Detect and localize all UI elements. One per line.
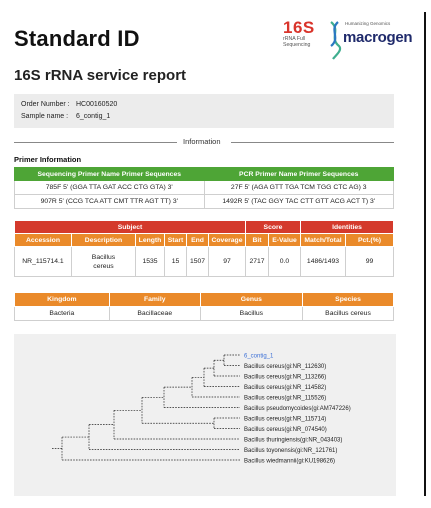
tree-leaf-label: Bacillus pseudomycoides(gi:AM747226) <box>244 405 351 412</box>
page-edge <box>424 0 431 508</box>
cell-description-line2: cereus <box>93 262 114 270</box>
order-info-box <box>14 94 394 128</box>
cell-species: Bacillus cereus <box>303 307 394 321</box>
macrogen-tagline: Humanizing Genomics <box>345 21 391 26</box>
col-genus: Genus <box>200 293 302 307</box>
primer-header-row <box>15 168 394 181</box>
col-match-total: Match/Total <box>301 234 346 247</box>
macrogen-logo <box>327 18 413 62</box>
taxonomy-table <box>14 292 394 321</box>
macrogen-helix-icon <box>327 20 343 60</box>
phylogenetic-tree-panel <box>14 334 396 496</box>
sample-name-label: Sample name : <box>21 113 69 120</box>
table-row <box>15 181 394 195</box>
subject-header-row <box>15 234 394 247</box>
cell-genus: Bacillus <box>200 307 302 321</box>
macrogen-wordmark: macrogen <box>343 29 413 46</box>
order-number-row <box>21 101 117 108</box>
tree-leaf-label: Bacillus cereus(gi:NR_113266) <box>244 374 327 381</box>
tree-leaf-label: Bacillus cereus(gi:NR_115526) <box>244 395 327 402</box>
group-score: Score <box>246 221 301 234</box>
group-identities: Identities <box>301 221 394 234</box>
sample-name-value: 6_contig_1 <box>76 113 111 120</box>
taxonomy-header-row <box>15 293 394 307</box>
primer-header-pcr: PCR Primer Name Primer Sequences <box>204 168 394 181</box>
cell-kingdom: Bacteria <box>15 307 110 321</box>
subject-group-row <box>15 221 394 234</box>
primer-cell: 1492R 5' (TAC GGY TAC CTT GTT ACG ACT T) 3' <box>204 195 394 209</box>
col-length: Length <box>136 234 165 247</box>
table-row <box>15 247 394 277</box>
tree-leaf-label: Bacillus thuringiensis(gi:NR_043403) <box>244 437 343 444</box>
col-family: Family <box>109 293 200 307</box>
subject-table <box>14 221 394 277</box>
phylogenetic-tree <box>14 334 396 496</box>
cell-pct: 99 <box>346 247 394 277</box>
16s-logo-main: 16S <box>283 18 315 37</box>
tree-leaf-label: Bacillus cereus(gi:NR_112630) <box>244 363 327 370</box>
information-divider-right <box>231 142 394 143</box>
col-coverage: Coverage <box>209 234 246 247</box>
primer-header-sequencing: Sequencing Primer Name Primer Sequences <box>15 168 205 181</box>
col-evalue: E-Value <box>269 234 301 247</box>
primer-table <box>14 167 394 209</box>
cell-description <box>72 247 136 277</box>
table-row <box>15 195 394 209</box>
col-accession: Accession <box>15 234 72 247</box>
tree-leaf-label: Bacillus toyonensis(gi:NR_121761) <box>244 447 338 454</box>
order-number-label: Order Number : <box>21 101 70 108</box>
cell-start: 15 <box>165 247 187 277</box>
group-subject: Subject <box>15 221 246 234</box>
tree-leaf-label: Bacillus cereus(gi:NR_115714) <box>244 416 327 423</box>
cell-family: Bacillaceae <box>109 307 200 321</box>
cell-coverage: 97 <box>209 247 246 277</box>
col-pct: Pct.(%) <box>346 234 394 247</box>
primer-cell: 785F 5' (GGA TTA GAT ACC CTG GTA) 3' <box>15 181 205 195</box>
report-subtitle: 16S rRNA service report <box>14 67 187 84</box>
primer-cell: 27F 5' (AGA GTT TGA TCM TGG CTC AG) 3 <box>204 181 394 195</box>
col-bit: Bit <box>246 234 269 247</box>
sample-name-row <box>21 113 110 120</box>
table-row <box>15 307 394 321</box>
cell-match-total: 1486/1493 <box>301 247 346 277</box>
cell-end: 1507 <box>187 247 209 277</box>
col-species: Species <box>303 293 394 307</box>
col-description: Description <box>72 234 136 247</box>
cell-description-line1: Bacillus <box>91 253 116 261</box>
information-divider-left <box>14 142 177 143</box>
tree-leaf-label: Bacillus wiedmannii(gi:KU198626) <box>244 458 336 465</box>
16s-logo-line2: Sequencing <box>283 42 311 48</box>
tree-leaf-label: Bacillus cereus(gi:NR_114582) <box>244 384 327 391</box>
primer-section-title: Primer Information <box>14 155 82 164</box>
information-label: Information <box>183 137 221 146</box>
cell-evalue: 0.0 <box>269 247 301 277</box>
cell-accession: NR_115714.1 <box>15 247 72 277</box>
col-end: End <box>187 234 209 247</box>
cell-length: 1535 <box>136 247 165 277</box>
tree-query-label: 6_contig_1 <box>244 353 274 360</box>
primer-cell: 907R 5' (CCG TCA ATT CMT TTR AGT TT) 3' <box>15 195 205 209</box>
page-title: Standard ID <box>14 26 140 51</box>
order-number-value: HC00160520 <box>76 101 118 108</box>
16s-logo <box>283 19 325 48</box>
cell-bit: 2717 <box>246 247 269 277</box>
tree-leaf-label: Bacillus cereus(gi:NR_074540) <box>244 426 327 433</box>
16s-logo-line1: rRNA Full <box>283 36 306 42</box>
col-kingdom: Kingdom <box>15 293 110 307</box>
page-edge-line <box>424 12 426 496</box>
col-start: Start <box>165 234 187 247</box>
